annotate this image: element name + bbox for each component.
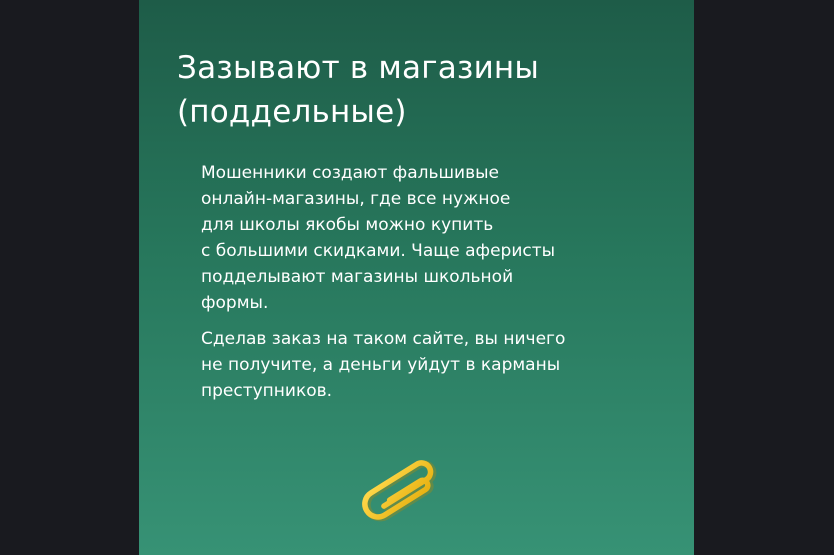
slide-body [201,160,641,404]
slide-title: Зазывают в магазины (поддельные) [177,50,540,130]
body-paragraph-2: Сделав заказ на таком сайте, вы ничего не получите, а деньги уйдут в карманы преступников. [201,329,566,401]
slide-card [139,0,694,555]
paperclip-icon [355,452,455,522]
body-paragraph-1: Мошенники создают фальшивые онлайн-магазины, где все нужное для школы якобы можно купить с большими скидками. Чаще аферисты подделывают магазины школьной формы. [201,163,556,313]
